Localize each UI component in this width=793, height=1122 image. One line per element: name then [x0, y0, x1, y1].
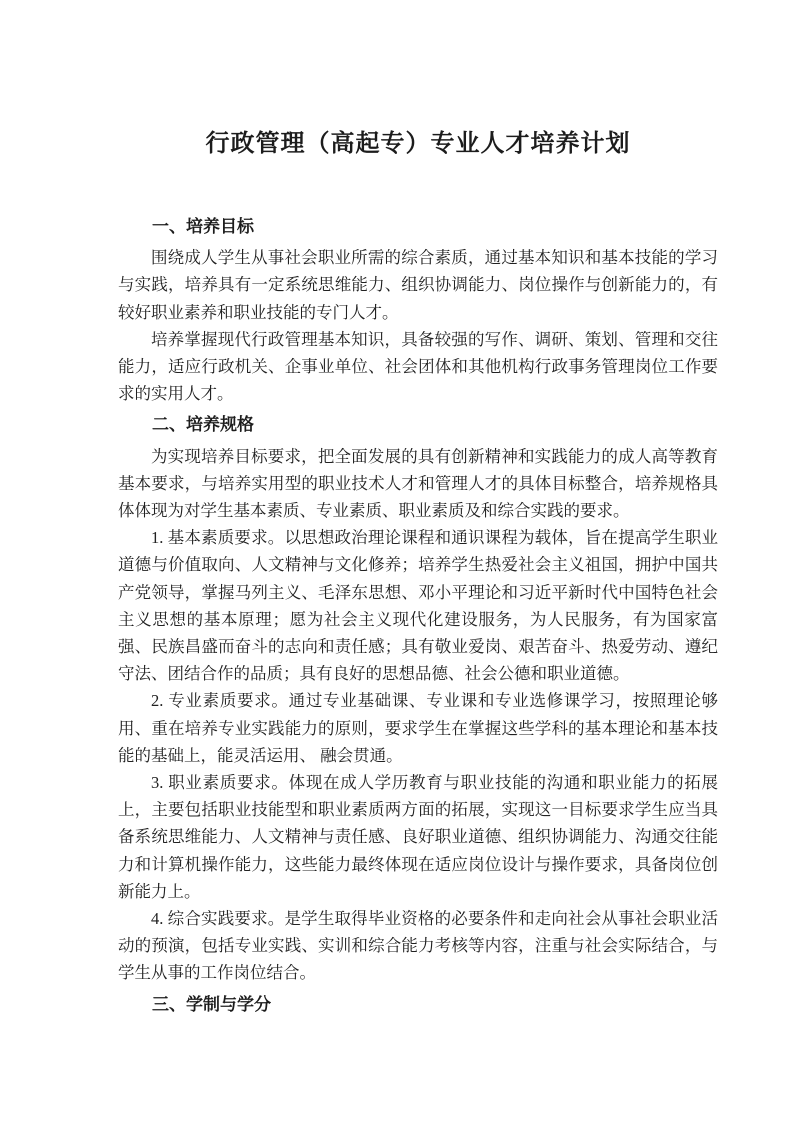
section-training-specifications	[118, 411, 718, 986]
section-heading-training-specifications: 二、培养规格	[152, 415, 254, 435]
section-heading-schooling-and-credits: 三、学制与学分	[152, 994, 271, 1014]
paragraph: 2. 专业素质要求。通过专业基础课、专业课和专业选修课学习，按照理论够用、重在培养专业实践能力的原则，要求学生在掌握这些学科的基本理论和基本技能的基础上，能灵活运用、 融会贯通。	[118, 691, 718, 765]
paragraph: 为实现培养目标要求，把全面发展的具有创新精神和实践能力的成人高等教育基本要求，与培养实用型的职业技术人才和管理人才的具体目标整合，培养规格具体体现为对学生基本素质、专业素质、职业素质及和综合实践的要求。	[118, 446, 718, 521]
document-title: 行政管理（高起专）专业人才培养计划	[205, 130, 631, 157]
section-schooling-and-credits	[118, 991, 718, 1018]
paragraph: 3. 职业素质要求。体现在成人学历教育与职业技能的沟通和职业能力的拓展上，主要包括职业技能型和职业素质两方面的拓展，实现这一目标要求学生应当具备系统思维能力、人文精神与责任感、良好职业道德、组织协调能力、沟通交往能力和计算机操作能力，这些能力最终体现在适应岗位设计与操作要求，具备岗位创新能力上。	[118, 773, 718, 901]
section-heading-training-objectives: 一、培养目标	[152, 217, 254, 236]
section-training-objectives	[118, 213, 718, 407]
paragraph: 培养掌握现代行政管理基本知识，具备较强的写作、调研、策划、管理和交往能力，适应行政机关、企事业单位、社会团体和其他机构行政事务管理岗位工作要求的实用人才。	[118, 329, 718, 404]
paragraph: 1. 基本素质要求。以思想政治理论课程和通识课程为载体，旨在提高学生职业道德与价值取向、人文精神与文化修养；培养学生热爱社会主义祖国，拥护中国共产党领导，掌握马列主义、毛泽东思想、邓小平理论和习近平新时代中国特色社会主义思想的基本原理；愿为社会主义现代化建设服务，为人民服务，有为国家富强、民族昌盛而奋斗的志向和责任感；具有敬业爱岗、艰苦奋斗、热爱劳动、遵纪守法、团结合作的品质；具有良好的思想品德、社会公德和职业道德。	[118, 528, 718, 684]
paragraph: 4. 综合实践要求。是学生取得毕业资格的必要条件和走向社会从事社会职业活动的预演，包括专业实践、实训和综合能力考核等内容，注重与社会实际结合，与学生从事的工作岗位结合。	[118, 909, 718, 983]
paragraph: 围绕成人学生从事社会职业所需的综合素质，通过基本知识和基本技能的学习与实践，培养具有一定系统思维能力、组织协调能力、岗位操作与创新能力的，有较好职业素养和职业技能的专门人才。	[118, 248, 718, 322]
